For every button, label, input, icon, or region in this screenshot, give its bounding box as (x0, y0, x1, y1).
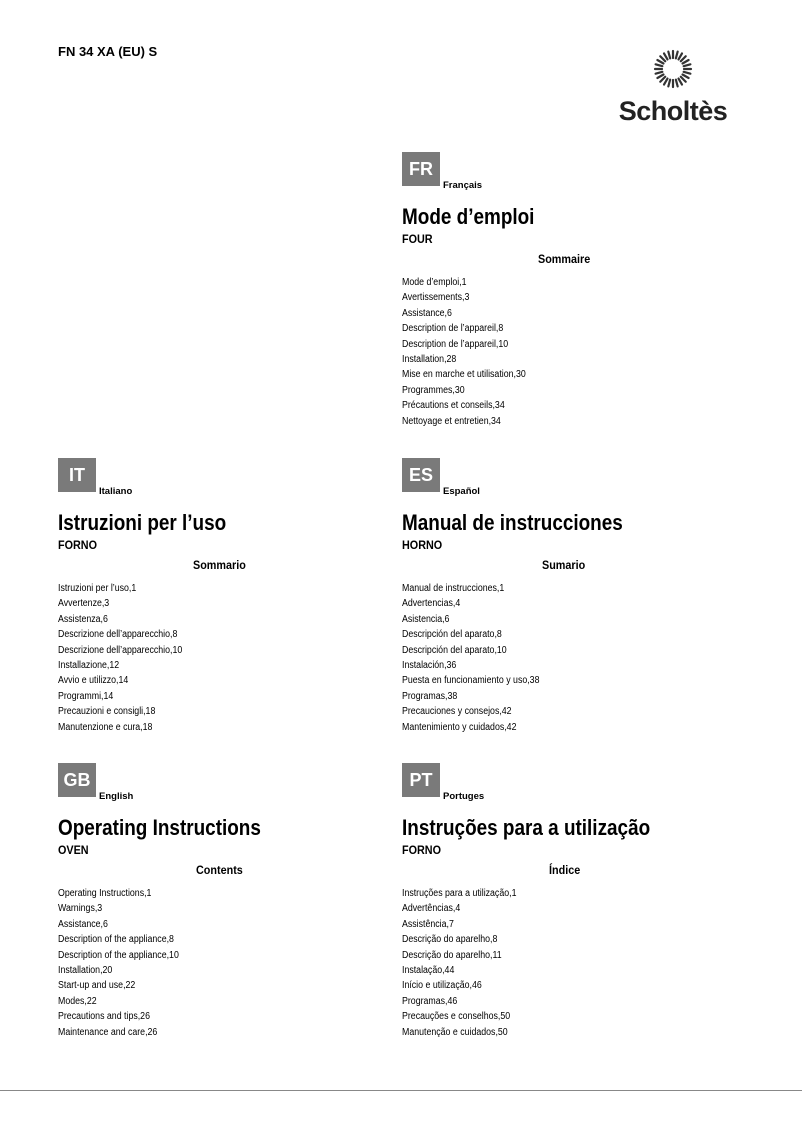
sunburst-ray (668, 52, 670, 59)
toc-item: Nettoyage et entretien,34 (402, 415, 501, 427)
sunburst-ray (684, 72, 691, 74)
toc-item: Istruzioni per l’uso,1 (58, 583, 137, 594)
table-of-contents (58, 886, 195, 1040)
toc-item: Mode d’emploi,1 (402, 277, 467, 288)
toc-item: Installazione,12 (58, 660, 120, 672)
toc-item: Precautions and tips,26 (58, 1011, 150, 1023)
toc-item: Description of the appliance,10 (58, 949, 179, 961)
toc-item: Instalación,36 (402, 660, 457, 672)
toc-item: Description de l’appareil,8 (402, 323, 504, 335)
toc-item: Avertissements,3 (402, 292, 470, 304)
sunburst-ray (683, 75, 689, 79)
manual-subtitle: FOUR (402, 232, 433, 246)
toc-item: Descripción del aparato,8 (402, 629, 502, 641)
toc-item: Avvertenze,3 (58, 598, 110, 610)
toc-item: Programmes,30 (402, 384, 465, 396)
language-name: Español (443, 486, 480, 497)
toc-item: Descrição do aparelho,11 (402, 949, 502, 961)
sunburst-ray (679, 53, 683, 59)
sunburst-ray (676, 80, 678, 87)
toc-item: Descrizione dell’apparecchio,8 (58, 629, 178, 641)
contents-heading: Sommaire (538, 252, 591, 266)
language-name: Français (443, 180, 483, 191)
manual-title: Operating Instructions (58, 815, 261, 840)
toc-item: Description de l’appareil,10 (402, 338, 509, 350)
toc-item: Precauciones y consejos,42 (402, 706, 512, 718)
language-code-badge: IT (58, 458, 96, 492)
toc-item: Instalação,44 (402, 965, 455, 977)
toc-item: Operating Instructions,1 (58, 888, 152, 899)
sunburst-ray (683, 60, 689, 64)
toc-item: Advertencias,4 (402, 598, 461, 610)
sunburst-ray (681, 56, 686, 61)
toc-item: Manual de instrucciones,1 (402, 583, 505, 594)
sunburst-ray (681, 77, 686, 82)
toc-item: Warnings,3 (58, 903, 103, 915)
model-number: FN 34 XA (EU) S (58, 44, 158, 59)
brand-logo (612, 44, 734, 134)
contents-heading: Sommario (193, 558, 246, 572)
toc-item: Précautions et conseils,34 (402, 400, 505, 412)
sunburst-ray (660, 77, 665, 82)
toc-item: Advertências,4 (402, 903, 461, 915)
toc-item: Assistência,7 (402, 918, 454, 930)
toc-item: Installation,28 (402, 354, 457, 366)
sunburst-ray (664, 53, 668, 59)
sunburst-ray (664, 79, 668, 85)
sunburst-icon (648, 44, 698, 94)
sunburst-ray (657, 60, 663, 64)
toc-item: Mantenimiento y cuidados,42 (402, 721, 517, 733)
toc-item: Installation,20 (58, 965, 113, 977)
toc-item: Mise en marche et utilisation,30 (402, 369, 526, 381)
toc-item: Maintenance and care,26 (58, 1026, 158, 1038)
toc-item: Avvio e utilizzo,14 (58, 675, 129, 687)
sunburst-ray (684, 64, 691, 66)
sunburst-ray (656, 72, 663, 74)
language-code-badge: ES (402, 458, 440, 492)
language-name: Italiano (99, 486, 133, 497)
sunburst-ray (657, 75, 663, 79)
language-code-badge: PT (402, 763, 440, 797)
toc-item: Manutenzione e cura,18 (58, 721, 153, 733)
toc-item: Instruções para a utilização,1 (402, 888, 517, 899)
manual-subtitle: HORNO (402, 538, 443, 552)
sunburst-ray (668, 80, 670, 87)
toc-item: Descrizione dell’apparecchio,10 (58, 644, 183, 656)
toc-item: Precauzioni e consigli,18 (58, 706, 156, 718)
sunburst-ray (679, 79, 683, 85)
toc-item: Assistance,6 (58, 918, 108, 930)
toc-item: Assistenza,6 (58, 613, 108, 625)
toc-item: Asistencia,6 (402, 613, 450, 625)
toc-item: Descrição do aparelho,8 (402, 934, 498, 946)
toc-item: Precauções e conselhos,50 (402, 1011, 511, 1023)
language-name: English (99, 791, 134, 802)
contents-heading: Contents (196, 863, 243, 877)
sunburst-ray (660, 56, 665, 61)
toc-item: Start-up and use,22 (58, 980, 136, 992)
language-code-badge: GB (58, 763, 96, 797)
manual-title: Istruzioni per l’uso (58, 510, 227, 535)
language-name: Portuges (443, 791, 485, 802)
sunburst-ray (656, 64, 663, 66)
sunburst-ray (676, 52, 678, 59)
manual-subtitle: OVEN (58, 843, 89, 857)
manual-title: Instruções para a utilização (402, 815, 651, 840)
toc-item: Descripción del aparato,10 (402, 644, 507, 656)
table-of-contents (402, 886, 532, 1040)
manual-title: Manual de instrucciones (402, 510, 623, 535)
toc-item: Programmi,14 (58, 690, 114, 702)
brand-name: Scholtès (618, 96, 728, 126)
table-of-contents (58, 581, 199, 735)
toc-item: Puesta en funcionamiento y uso,38 (402, 675, 540, 687)
toc-item: Manutenção e cuidados,50 (402, 1026, 508, 1038)
toc-item: Modes,22 (58, 995, 97, 1007)
manual-title: Mode d’emploi (402, 204, 535, 229)
toc-item: Programas,38 (402, 690, 458, 702)
toc-item: Programas,46 (402, 995, 458, 1007)
toc-item: Assistance,6 (402, 307, 452, 319)
contents-heading: Índice (549, 863, 581, 877)
manual-subtitle: FORNO (402, 843, 442, 857)
toc-item: Description of the appliance,8 (58, 934, 174, 946)
table-of-contents (402, 581, 558, 735)
language-code-badge: FR (402, 152, 440, 186)
table-of-contents (402, 275, 543, 429)
contents-heading: Sumario (542, 558, 586, 572)
manual-subtitle: FORNO (58, 538, 98, 552)
footer-divider (0, 1090, 802, 1091)
toc-item: Início e utilização,46 (402, 980, 482, 992)
